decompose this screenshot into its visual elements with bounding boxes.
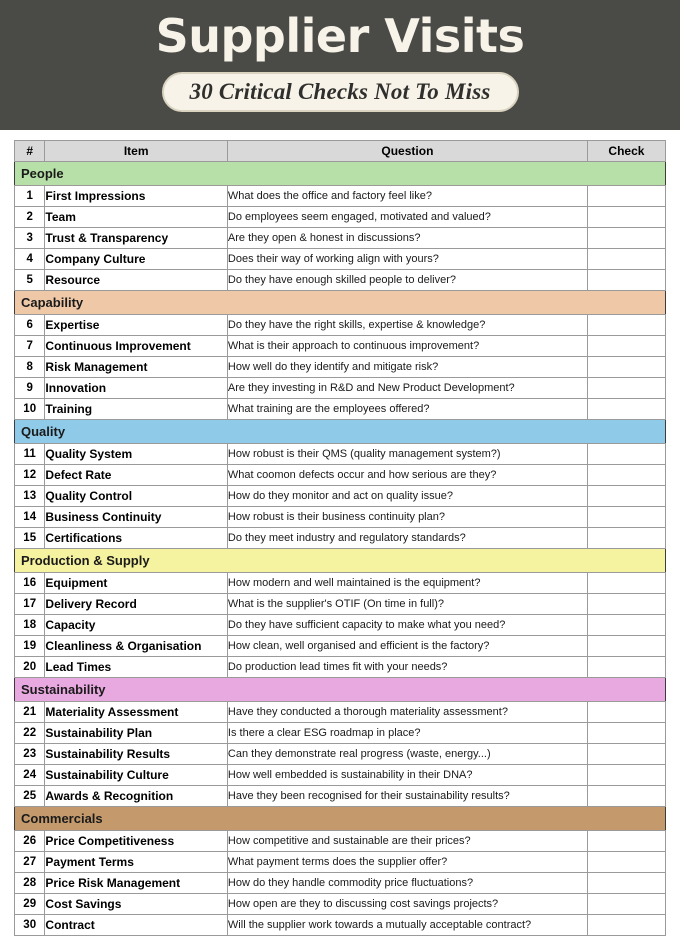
table-row [15, 702, 666, 723]
row-item: Capacity [45, 615, 228, 636]
section-header-row [15, 420, 666, 444]
table-body [15, 162, 666, 936]
table-row [15, 873, 666, 894]
section-title: Commercials [15, 807, 666, 831]
row-check-cell[interactable] [587, 744, 665, 765]
table-row [15, 765, 666, 786]
row-number: 30 [15, 915, 45, 936]
row-item: Continuous Improvement [45, 336, 228, 357]
section-header-row [15, 807, 666, 831]
row-item: Business Continuity [45, 507, 228, 528]
row-check-cell[interactable] [587, 207, 665, 228]
row-number: 21 [15, 702, 45, 723]
row-item: Price Risk Management [45, 873, 228, 894]
row-question: How robust is their QMS (quality management system?) [227, 444, 587, 465]
page-title: Supplier Visits [155, 9, 525, 63]
row-number: 12 [15, 465, 45, 486]
table-row [15, 831, 666, 852]
row-number: 5 [15, 270, 45, 291]
row-question: Does their way of working align with yours? [227, 249, 587, 270]
table-row [15, 186, 666, 207]
row-question: Do production lead times fit with your needs? [227, 657, 587, 678]
row-number: 19 [15, 636, 45, 657]
table-row [15, 270, 666, 291]
row-question: What training are the employees offered? [227, 399, 587, 420]
row-check-cell[interactable] [587, 852, 665, 873]
row-number: 11 [15, 444, 45, 465]
row-check-cell[interactable] [587, 315, 665, 336]
table-row [15, 594, 666, 615]
row-number: 23 [15, 744, 45, 765]
row-item: Delivery Record [45, 594, 228, 615]
section-title: People [15, 162, 666, 186]
row-check-cell[interactable] [587, 723, 665, 744]
table-row [15, 336, 666, 357]
row-question: Are they open & honest in discussions? [227, 228, 587, 249]
row-check-cell[interactable] [587, 765, 665, 786]
row-item: Cleanliness & Organisation [45, 636, 228, 657]
column-header-check: Check [587, 141, 665, 162]
table-row [15, 207, 666, 228]
table-row [15, 636, 666, 657]
table-row [15, 507, 666, 528]
row-question: Have they been recognised for their sustainability results? [227, 786, 587, 807]
row-question: How do they monitor and act on quality issue? [227, 486, 587, 507]
row-check-cell[interactable] [587, 444, 665, 465]
row-number: 17 [15, 594, 45, 615]
row-question: Do they have sufficient capacity to make what you need? [227, 615, 587, 636]
column-header-question: Question [227, 141, 587, 162]
row-number: 6 [15, 315, 45, 336]
section-title: Quality [15, 420, 666, 444]
table-row [15, 486, 666, 507]
row-item: Cost Savings [45, 894, 228, 915]
table-row [15, 852, 666, 873]
row-item: Awards & Recognition [45, 786, 228, 807]
row-item: Trust & Transparency [45, 228, 228, 249]
row-check-cell[interactable] [587, 528, 665, 549]
row-question: How robust is their business continuity plan? [227, 507, 587, 528]
row-number: 8 [15, 357, 45, 378]
row-check-cell[interactable] [587, 831, 665, 852]
row-item: Sustainability Results [45, 744, 228, 765]
row-number: 3 [15, 228, 45, 249]
row-item: Sustainability Plan [45, 723, 228, 744]
row-check-cell[interactable] [587, 465, 665, 486]
subtitle-text: 30 Critical Checks Not To Miss [189, 79, 491, 105]
row-number: 13 [15, 486, 45, 507]
row-question: How do they handle commodity price fluctuations? [227, 873, 587, 894]
row-number: 14 [15, 507, 45, 528]
row-item: Defect Rate [45, 465, 228, 486]
row-number: 29 [15, 894, 45, 915]
row-check-cell[interactable] [587, 486, 665, 507]
row-item: Innovation [45, 378, 228, 399]
row-question: Can they demonstrate real progress (waste, energy...) [227, 744, 587, 765]
row-item: Equipment [45, 573, 228, 594]
row-number: 28 [15, 873, 45, 894]
row-number: 4 [15, 249, 45, 270]
row-number: 27 [15, 852, 45, 873]
table-row [15, 894, 666, 915]
row-question: What does the office and factory feel like? [227, 186, 587, 207]
row-question: What is the supplier's OTIF (On time in full)? [227, 594, 587, 615]
row-question: Are they investing in R&D and New Product Development? [227, 378, 587, 399]
row-item: Certifications [45, 528, 228, 549]
row-check-cell[interactable] [587, 186, 665, 207]
row-item: Materiality Assessment [45, 702, 228, 723]
table-row [15, 228, 666, 249]
row-check-cell[interactable] [587, 573, 665, 594]
table-header-row [15, 141, 666, 162]
row-item: Expertise [45, 315, 228, 336]
row-item: Risk Management [45, 357, 228, 378]
row-check-cell[interactable] [587, 357, 665, 378]
row-question: Do employees seem engaged, motivated and valued? [227, 207, 587, 228]
row-number: 26 [15, 831, 45, 852]
row-item: Training [45, 399, 228, 420]
table-row [15, 528, 666, 549]
row-question: Is there a clear ESG roadmap in place? [227, 723, 587, 744]
column-header-item: Item [45, 141, 228, 162]
section-header-row [15, 291, 666, 315]
row-number: 1 [15, 186, 45, 207]
table-row [15, 249, 666, 270]
column-header-number: # [15, 141, 45, 162]
row-check-cell[interactable] [587, 594, 665, 615]
row-question: Do they have enough skilled people to deliver? [227, 270, 587, 291]
row-check-cell[interactable] [587, 702, 665, 723]
row-check-cell[interactable] [587, 636, 665, 657]
row-item: Price Competitiveness [45, 831, 228, 852]
row-item: Contract [45, 915, 228, 936]
row-question: Will the supplier work towards a mutually acceptable contract? [227, 915, 587, 936]
row-number: 24 [15, 765, 45, 786]
row-number: 2 [15, 207, 45, 228]
row-number: 20 [15, 657, 45, 678]
page-header [0, 0, 680, 130]
table-row [15, 444, 666, 465]
row-item: Quality Control [45, 486, 228, 507]
section-header-row [15, 678, 666, 702]
section-header-row [15, 162, 666, 186]
row-check-cell[interactable] [587, 873, 665, 894]
row-item: First Impressions [45, 186, 228, 207]
row-question: How clean, well organised and efficient is the factory? [227, 636, 587, 657]
table-row [15, 315, 666, 336]
row-check-cell[interactable] [587, 336, 665, 357]
row-check-cell[interactable] [587, 270, 665, 291]
row-question: Do they meet industry and regulatory standards? [227, 528, 587, 549]
table-header [15, 141, 666, 162]
table-row [15, 399, 666, 420]
row-item: Payment Terms [45, 852, 228, 873]
row-number: 15 [15, 528, 45, 549]
row-check-cell[interactable] [587, 915, 665, 936]
row-item: Sustainability Culture [45, 765, 228, 786]
row-item: Team [45, 207, 228, 228]
row-check-cell[interactable] [587, 894, 665, 915]
row-check-cell[interactable] [587, 228, 665, 249]
row-item: Quality System [45, 444, 228, 465]
row-check-cell[interactable] [587, 657, 665, 678]
row-number: 22 [15, 723, 45, 744]
subtitle-badge [162, 72, 519, 112]
table-row [15, 786, 666, 807]
row-check-cell[interactable] [587, 615, 665, 636]
table-row [15, 465, 666, 486]
table-row [15, 615, 666, 636]
row-question: How competitive and sustainable are their prices? [227, 831, 587, 852]
row-item: Resource [45, 270, 228, 291]
section-title: Capability [15, 291, 666, 315]
row-item: Lead Times [45, 657, 228, 678]
row-check-cell[interactable] [587, 507, 665, 528]
row-question: Have they conducted a thorough materiality assessment? [227, 702, 587, 723]
section-title: Sustainability [15, 678, 666, 702]
row-question: What is their approach to continuous improvement? [227, 336, 587, 357]
row-question: How well embedded is sustainability in their DNA? [227, 765, 587, 786]
row-number: 25 [15, 786, 45, 807]
section-header-row [15, 549, 666, 573]
row-check-cell[interactable] [587, 249, 665, 270]
row-check-cell[interactable] [587, 786, 665, 807]
row-item: Company Culture [45, 249, 228, 270]
row-number: 10 [15, 399, 45, 420]
row-question: How open are they to discussing cost savings projects? [227, 894, 587, 915]
checklist-table-wrap [0, 130, 680, 944]
row-question: How modern and well maintained is the equipment? [227, 573, 587, 594]
row-check-cell[interactable] [587, 378, 665, 399]
row-number: 16 [15, 573, 45, 594]
row-number: 18 [15, 615, 45, 636]
section-title: Production & Supply [15, 549, 666, 573]
table-row [15, 378, 666, 399]
row-check-cell[interactable] [587, 399, 665, 420]
row-number: 7 [15, 336, 45, 357]
row-question: Do they have the right skills, expertise & knowledge? [227, 315, 587, 336]
table-row [15, 915, 666, 936]
table-row [15, 357, 666, 378]
table-row [15, 657, 666, 678]
checklist-table [14, 140, 666, 936]
row-question: What payment terms does the supplier offer? [227, 852, 587, 873]
table-row [15, 744, 666, 765]
row-question: What coomon defects occur and how serious are they? [227, 465, 587, 486]
row-number: 9 [15, 378, 45, 399]
table-row [15, 573, 666, 594]
table-row [15, 723, 666, 744]
row-question: How well do they identify and mitigate risk? [227, 357, 587, 378]
